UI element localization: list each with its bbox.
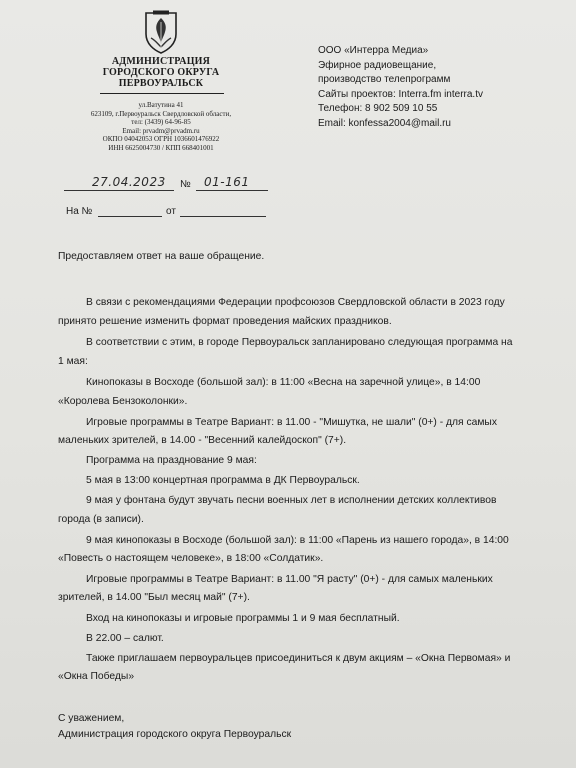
organization-contacts xyxy=(80,101,242,153)
body-line: зрителей, в 14.00 "Был месяц май" (7+). xyxy=(58,592,250,603)
number-label: № xyxy=(180,179,191,190)
reference-number-label: На № xyxy=(66,206,93,217)
body-line: «Королева Бензоколонки». xyxy=(58,396,188,407)
org-line: ПЕРВОУРАЛЬСК xyxy=(118,78,204,89)
signature-line: С уважением, xyxy=(58,713,125,724)
body-line: 9 мая кинопоказы в Восходе (большой зал): в 11:00 «Парень из нашего города», в 14:00 xyxy=(86,535,509,546)
contact-line: Email: prvadm@prvadm.ru xyxy=(122,126,200,135)
body-line: «Повесть о настоящем человеке», в 18:00 «Солдатик». xyxy=(58,553,324,564)
body-line: принято решение изменить формат проведения майских праздников. xyxy=(58,316,392,327)
organization-name xyxy=(96,56,226,89)
body-line: Игровые программы в Театре Вариант: в 11.00 - "Мишутка, не шали" (0+) - для самых xyxy=(86,417,497,428)
org-line: АДМИНИСТРАЦИЯ xyxy=(111,56,211,67)
body-line: 5 мая в 13:00 концертная программа в ДК Первоуральск. xyxy=(86,475,360,486)
handwritten-number: 01-161 xyxy=(204,175,250,189)
body-line: Кинопоказы в Восходе (большой зал): в 11:00 «Весна на заречной улице», в 14:00 xyxy=(86,377,481,388)
recipient-line: Эфирное радиовещание, xyxy=(318,59,437,71)
reference-number-underline xyxy=(98,216,162,217)
body-line: Предоставляем ответ на ваше обращение. xyxy=(58,251,265,262)
body-line: маленьких зрителей, в 14.00 - "Весенний калейдоскоп" (7+). xyxy=(58,435,347,446)
body-line: Игровые программы в Театре Вариант: в 11.00 "Я расту" (0+) - для самых маленьких xyxy=(86,574,493,585)
coat-of-arms-icon xyxy=(143,10,179,54)
date-underline xyxy=(64,190,174,191)
body-line: «Окна Победы» xyxy=(58,671,135,682)
contact-line: ул.Ватутина 41 xyxy=(138,101,184,109)
letterhead-divider xyxy=(100,93,224,94)
recipient-line: производство телепрограмм xyxy=(318,74,451,85)
recipient-line: ООО «Интерра Медиа» xyxy=(318,45,429,56)
reference-date-underline xyxy=(180,216,266,217)
contact-line: ИНН 6625004730 / КПП 668401001 xyxy=(108,143,214,152)
contact-line: тел: (3439) 64-96-85 xyxy=(131,118,191,127)
body-line: 9 мая у фонтана будут звучать песни военных лет в исполнении детских коллективов xyxy=(86,495,497,506)
body-line: Также приглашаем первоуральцев присоединиться к двум акциям – «Окна Первомая» и xyxy=(86,653,511,664)
body-line: города (в записи). xyxy=(58,514,144,525)
contact-line: 623109, г.Первоуральск Свердловской области, xyxy=(90,109,232,118)
body-line: Программа на празднование 9 мая: xyxy=(86,455,257,466)
handwritten-date: 27.04.2023 xyxy=(92,175,166,189)
recipient-line: Email: konfessa2004@mail.ru xyxy=(318,117,451,129)
org-line: ГОРОДСКОГО ОКРУГА xyxy=(102,67,220,78)
number-underline xyxy=(196,190,268,191)
recipient-line: Телефон: 8 902 509 10 55 xyxy=(318,103,438,114)
body-line: В соответствии с этим, в городе Первоуральск запланировано следующая программа на xyxy=(86,337,513,348)
body-line: В связи с рекомендациями Федерации профсоюзов Свердловской области в 2023 году xyxy=(86,297,505,308)
body-line: 1 мая: xyxy=(58,356,88,367)
body-line: В 22.00 – салют. xyxy=(86,633,164,644)
recipient-line: Сайты проектов: Interra.fm interra.tv xyxy=(318,88,483,100)
recipient-block xyxy=(318,44,483,131)
reference-date-label: от xyxy=(166,206,176,217)
contact-line: ОКПО 04042053 ОГРН 1036601476922 xyxy=(102,135,220,144)
body-line: Вход на кинопоказы и игровые программы 1 и 9 мая бесплатный. xyxy=(86,613,400,624)
signature-line: Администрация городского округа Первоуральск xyxy=(58,729,292,740)
